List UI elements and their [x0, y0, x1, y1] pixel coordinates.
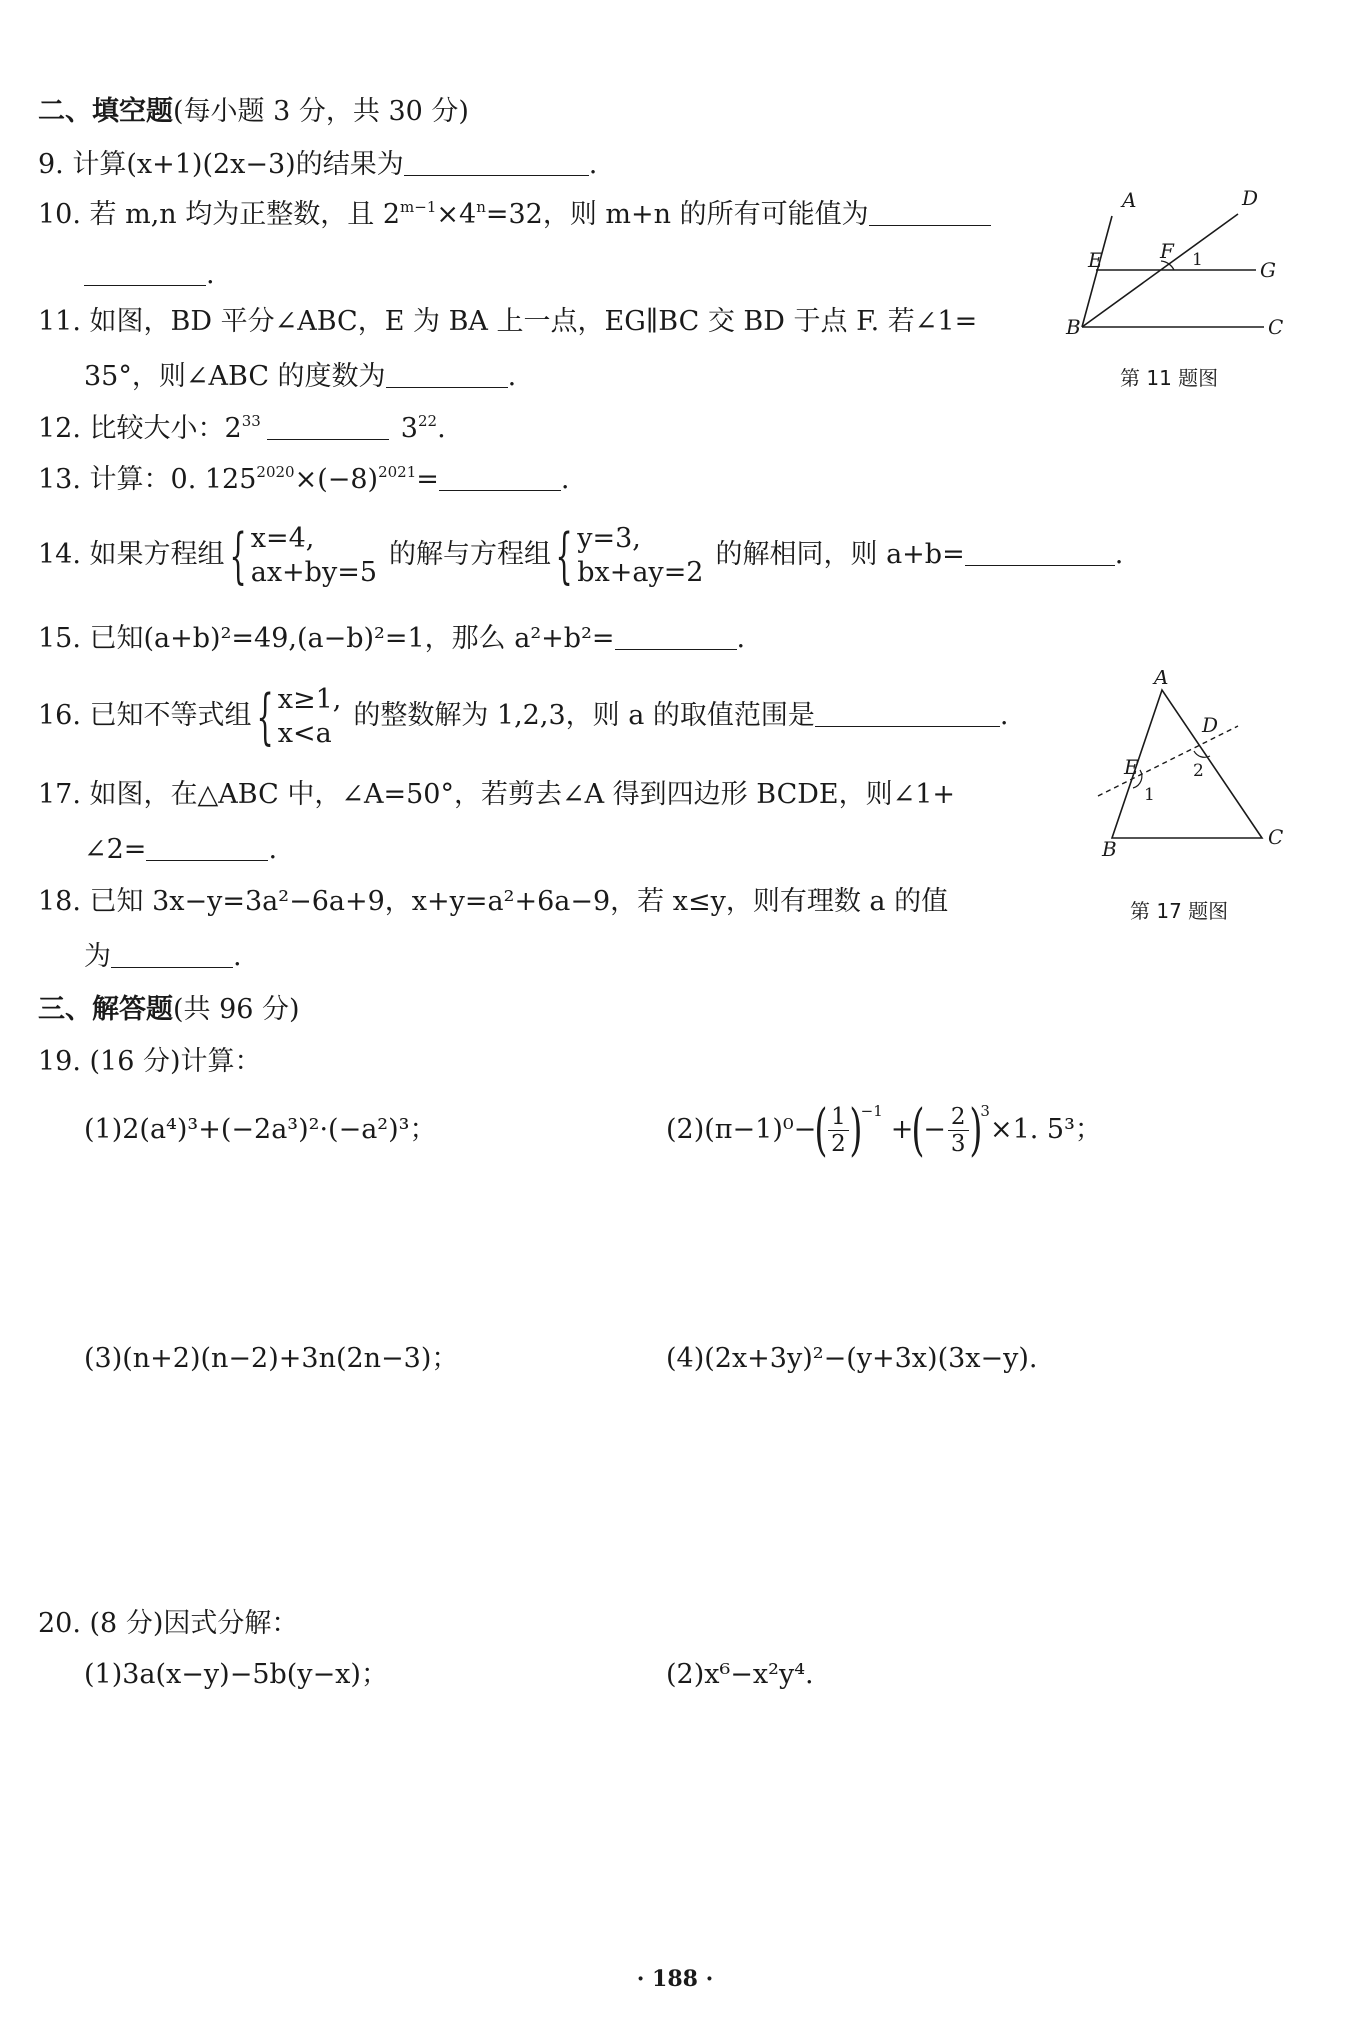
question-10-exp1: m−1 [400, 198, 437, 216]
question-11-line1: 11. 如图，BD 平分∠ABC，E 为 BA 上一点，EG∥BC 交 BD 于点 F. 若∠1= [38, 306, 978, 337]
question-20-title: 20. (8 分)因式分解： [38, 1608, 299, 1639]
question-10-exp2: n [476, 198, 486, 216]
label-e: E [1124, 755, 1139, 779]
equation-system-1 [225, 522, 377, 590]
left-brace: { [256, 681, 274, 752]
question-20-part-2: (2)x⁶−x²y⁴. [666, 1659, 814, 1690]
answer-blank[interactable] [146, 834, 268, 861]
right-paren: ) [849, 1097, 863, 1163]
page-number: · 188 · [636, 1966, 714, 1992]
question-15: 15. 已知(a+b)²=49,(a−b)²=1，那么 a²+b²= . [38, 623, 746, 654]
answer-blank[interactable] [267, 413, 389, 440]
label-d: D [1242, 190, 1259, 210]
left-paren: ( [814, 1097, 828, 1163]
question-10-mid: ×4 [436, 199, 477, 230]
section-3-title: 三、解答题 [38, 994, 173, 1025]
system-2-row-2: bx+ay=2 [577, 556, 704, 588]
label-f: F [1160, 239, 1174, 263]
question-13-mid: ×(−8) [294, 464, 379, 495]
label-angle-2: 2 [1193, 761, 1204, 781]
question-12: 12. 比较大小：$2^{33}$ $3^{22}$. [38, 412, 446, 444]
question-18-text: 为 [84, 941, 111, 972]
question-12-prefix: 12. 比较大小：2 [38, 413, 242, 444]
question-10-suffix: =32，则 m+n 的所有可能值为 [485, 199, 869, 230]
question-19-title: 19. (16 分)计算： [38, 1046, 262, 1077]
question-19-part-2 [666, 1095, 1102, 1165]
question-13-exp2: 2021 [378, 463, 417, 481]
question-15-text: 15. 已知(a+b)²=49,(a−b)²=1，那么 a²+b²= [38, 623, 615, 654]
answer-blank[interactable] [386, 361, 508, 388]
answer-blank[interactable] [404, 149, 589, 176]
question-11-text: 35°，则∠ABC 的度数为 [84, 361, 386, 392]
section-2-heading [38, 95, 469, 129]
right-paren: ) [968, 1097, 983, 1163]
fraction-numerator: 2 [948, 1104, 969, 1131]
fraction-one-half [828, 1104, 849, 1157]
answer-blank[interactable] [439, 464, 561, 491]
left-brace: { [229, 520, 247, 591]
label-angle-1: 1 [1144, 785, 1155, 805]
figure-11-diagram [1060, 190, 1300, 350]
label-b: B [1102, 837, 1117, 860]
section-3-note: (共 96 分) [173, 994, 300, 1025]
question-10 [38, 198, 991, 232]
section-2-title: 二、填空题 [38, 96, 173, 127]
inequality-row-2: x<a [277, 717, 332, 749]
left-paren: ( [911, 1097, 925, 1163]
question-16: 16. 已知不等式组 { x≥1, x<a 的整数解为 1,2,3，则 a 的取值范围是 . [38, 681, 1009, 752]
question-13-prefix: 13. 计算：0. 125 [38, 464, 257, 495]
question-12-exp2: 22 [417, 412, 438, 430]
answer-blank[interactable] [965, 539, 1115, 566]
question-19-part-3: (3)(n+2)(n−2)+3n(2n−3)； [84, 1343, 459, 1374]
question-13: 13. 计算：0. $125^{2020}\times(-8)^{2021}=$ . [38, 463, 570, 495]
label-g: G [1260, 258, 1276, 282]
part-2-prefix: (2)(π−1)⁰− [666, 1114, 817, 1145]
answer-blank[interactable] [615, 623, 737, 650]
section-3-heading [38, 993, 300, 1027]
part-2-exp2: 3 [980, 1102, 990, 1120]
question-19-part-1: (1)2(a⁴)³+(−2a³)²·(−a²)³； [84, 1114, 437, 1145]
figure-17-diagram [1090, 670, 1300, 860]
question-14-mid: 的解与方程组 [389, 539, 552, 570]
answer-blank-continued[interactable] [84, 259, 206, 286]
question-11-line2: 35°，则∠ABC 的度数为 . [84, 361, 517, 392]
figure-11-caption: 第 11 题图 [1120, 366, 1219, 390]
system-1-row-2: ax+by=5 [250, 556, 378, 588]
label-angle-1: 1 [1192, 250, 1203, 270]
answer-blank[interactable] [869, 199, 991, 226]
question-12-base2: 3 [400, 413, 418, 444]
inequality-row-1: x≥1, [277, 683, 342, 715]
question-16-suffix: 的整数解为 1,2,3，则 a 的取值范围是 [353, 700, 815, 731]
question-18-line1: 18. 已知 3x−y=3a²−6a+9，x+y=a²+6a−9，若 x≤y，则有理数 a 的值 [38, 886, 949, 917]
system-2-row-1: y=3, [577, 522, 641, 554]
part-2-neg: − [923, 1114, 946, 1145]
fraction-two-thirds [948, 1104, 969, 1157]
section-2-note: (每小题 3 分，共 30 分) [173, 96, 469, 127]
fraction-denominator: 3 [950, 1131, 966, 1157]
question-17-line2: ∠2= . [84, 834, 278, 865]
answer-blank[interactable] [815, 700, 1000, 727]
question-19-part-4: (4)(2x+3y)²−(y+3x)(3x−y). [666, 1343, 1038, 1374]
question-14-suffix: 的解相同，则 a+b= [715, 539, 965, 570]
inequality-system [252, 683, 342, 751]
question-9: 9. 计算(x+1)(2x−3)的结果为 . [38, 149, 598, 180]
angle-2-arc [1194, 751, 1210, 757]
left-brace: { [555, 520, 573, 591]
label-a: A [1122, 190, 1137, 212]
label-b: B [1066, 315, 1081, 339]
question-10-prefix: 10. 若 m,n 均为正整数，且 2 [38, 199, 401, 230]
figure-17-caption: 第 17 题图 [1130, 899, 1229, 923]
question-16-prefix: 16. 已知不等式组 [38, 700, 252, 731]
label-c: C [1268, 825, 1284, 849]
system-1-row-1: x=4, [250, 522, 315, 554]
label-a: A [1154, 670, 1169, 689]
question-13-suffix: = [416, 464, 439, 495]
label-e: E [1088, 248, 1103, 272]
label-d: D [1202, 713, 1219, 737]
question-14: 14. 如果方程组 { x=4, ax+by=5 的解与方程组 { y=3, bx+ay=2 的解相同，则 a+b= . [38, 520, 1124, 591]
question-13-exp1: 2020 [256, 463, 295, 481]
question-10-continuation: . [84, 258, 215, 292]
equation-system-2 [551, 522, 703, 590]
question-9-text: 9. 计算(x+1)(2x−3)的结果为 [38, 149, 404, 180]
fraction-denominator: 2 [831, 1131, 846, 1157]
part-2-exp1: −1 [860, 1102, 883, 1120]
question-18-line2: 为 . [84, 941, 242, 972]
answer-blank[interactable] [111, 941, 233, 968]
question-20-part-1: (1)3a(x−y)−5b(y−x)； [84, 1659, 388, 1690]
fraction-numerator: 1 [828, 1104, 849, 1131]
question-14-prefix: 14. 如果方程组 [38, 539, 225, 570]
question-17-text: ∠2= [84, 834, 147, 865]
part-2-plus: + [890, 1114, 914, 1145]
question-17-line1: 17. 如图，在△ABC 中，∠A=50°，若剪去∠A 得到四边形 BCDE，则∠1+ [38, 779, 956, 810]
part-2-suffix: ×1. 5³； [989, 1114, 1102, 1145]
question-12-exp1: 33 [241, 412, 261, 430]
label-c: C [1268, 315, 1284, 339]
